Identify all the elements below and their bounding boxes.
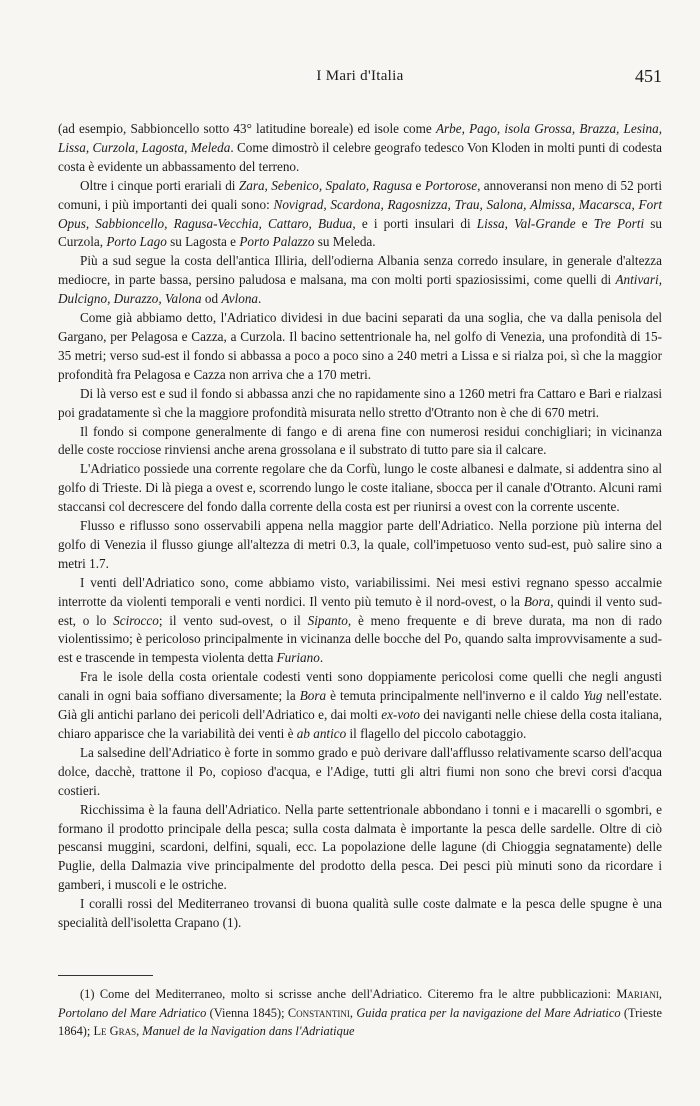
text-run: (Trieste 1864); xyxy=(58,1005,662,1038)
text-run: , annoveransi non meno di 52 porti comuni, i più importanti dei quali sono: xyxy=(58,177,663,212)
running-title: I Mari d'Italia xyxy=(316,68,404,84)
italic-run: Portorose xyxy=(424,177,478,193)
paragraph xyxy=(58,423,662,461)
text-run: od xyxy=(201,291,222,307)
paragraph xyxy=(58,668,662,744)
italic-run: Yug xyxy=(583,688,603,704)
italic-run: Zara, Sebenico, Spalato, Ragusa xyxy=(238,177,413,193)
italic-run: Guida pratica per la navigazione del Mare Adriatico xyxy=(356,1005,621,1020)
footnote-1 xyxy=(58,985,662,1041)
italic-run: Manuel de la Navigation dans l'Adriatique xyxy=(142,1024,355,1038)
paragraph xyxy=(58,517,662,574)
text-run: Il fondo si compone generalmente di fango e di arena fine con numerosi residui conchigliari; in vicinanza delle coste rocciose rinviensi anche arena grossolana e il substrato di tutto pare sia il calcare. xyxy=(58,423,662,458)
text-run: , xyxy=(658,987,662,1001)
italic-run: Lissa, Val-Grande xyxy=(476,215,576,231)
paragraph xyxy=(58,574,662,669)
text-run: e xyxy=(575,215,594,231)
text-run: su Curzola, xyxy=(58,215,662,250)
text-run: su Meleda. xyxy=(314,234,376,250)
text-run: . xyxy=(258,291,262,307)
italic-run: Portolano del Mare Adriatico xyxy=(58,1005,207,1020)
paragraph xyxy=(58,801,662,896)
text-run: Ricchissima è la fauna dell'Adriatico. Nella parte settentrionale abbondano i tonni e i macarelli o sgombri, e formano il prodotto principale della pesca; sulla costa dalmata è importante la pesca delle sardelle. Oltre di ciò pescansi muggini, scardoni, delfini, squali, ecc. La popolazione delle lagune (di Chioggia segnatamente) delle Puglie, della Dalmazia vive principalmente del prodotto della pesca. Dei pesci più minuti sono da ricordare i gamberi, i muscoli e le ostriche. xyxy=(58,801,662,893)
italic-run: Porto Lago xyxy=(106,234,167,250)
footnotes xyxy=(58,985,662,1041)
text-run: Oltre i cinque porti erariali di xyxy=(80,177,239,193)
text-run: L'Adriatico possiede una corrente regolare che da Corfù, lungo le coste albanesi e dalmate, si addentra sino al golfo di Trieste. Di là piega a ovest e, scorrendo lungo le coste italiane, sbocca per il canale d'Otranto. Alcuni rami staccansi col decrescere del fondo dalla corrente della costa est per riunirsi a ovest con la corrente uscente. xyxy=(58,461,662,515)
paragraph xyxy=(58,120,662,177)
text-run: Flusso e riflusso sono osservabili appena nella maggior parte dell'Adriatico. Nella porzione più interna del golfo di Venezia il flusso giunge all'altezza di metri 0.3, la quale, coll'impetuoso vento sud-est, può salire sino a metri 1.7. xyxy=(58,518,662,571)
text-run: . xyxy=(319,650,324,666)
text-run: e i porti insulari di xyxy=(355,215,477,231)
author-name: Constantini xyxy=(287,1005,350,1020)
text-run: dei naviganti nelle chiese della costa italiana, chiaro apparisce che la variabilità dei venti è xyxy=(58,707,662,741)
text-run: il flagello del piccolo cabotaggio. xyxy=(346,726,527,741)
text-run: è temuta principalmente nell'inverno e il caldo xyxy=(326,688,584,704)
text-run: su Lagosta e xyxy=(166,234,240,250)
footnote-separator xyxy=(58,975,153,976)
italic-run: Antivari, Dulcigno, Durazzo, Valona xyxy=(58,272,662,307)
text-run: , xyxy=(349,1005,357,1020)
text-run: La salsedine dell'Adriatico è forte in sommo grado e può derivare dall'afflusso relativamente scarso dell'acqua dolce, dacchè, trattone il Po, copioso d'acqua, e l'Adige, tutti gli altri fiumi non sono che brevi corsi d'acqua costieri. xyxy=(58,744,662,798)
italic-run: Scirocco xyxy=(113,612,159,628)
text-run: . Come dimostrò il celebre geografo tedesco Von Kloden in molti punti di codesta costa è evidente un abbassamento del terreno. xyxy=(58,139,662,174)
italic-run: Porto Palazzo xyxy=(239,234,315,250)
paragraph xyxy=(58,309,662,385)
text-run: (ad esempio, Sabbioncello sotto 43° latitudine boreale) ed isole come xyxy=(58,121,436,136)
author-name: Le Gras xyxy=(93,1024,137,1038)
text-run: , è meno frequente e di breve durata, ma non di rado violentissimo; è pericoloso principalmente in vicinanza delle bocche del Po, quando salta improvvisamente a sud-est e trascende in tempesta violenta detta xyxy=(58,612,662,666)
text-run: Di là verso est e sud il fondo si abbassa anzi che no rapidamente sino a 1260 metri fra Cattaro e Bari e rialzasi poi gradatamente sì che la maggiore profondità misurata nello stretto d'Otranto non è che di 670 metri. xyxy=(58,385,662,420)
italic-run: ex-voto xyxy=(381,707,421,723)
italic-run: Arbe, Pago, isola Grossa, Brazza, Lesina, Lissa, Curzola, Lagosta, Meleda xyxy=(58,121,662,155)
text-run: (Vienna 1845); xyxy=(206,1005,288,1020)
italic-run: ab antico xyxy=(296,726,347,741)
italic-run: Tre Porti xyxy=(593,215,645,231)
paragraph xyxy=(58,385,662,423)
text-run: (1) Come del Mediterraneo, molto si scrisse anche dell'Adriatico. Citeremo fra le altre pubblicazioni: xyxy=(80,987,617,1001)
paragraph xyxy=(58,895,662,933)
paragraph xyxy=(58,177,662,253)
running-head xyxy=(58,66,662,90)
text-run: I coralli rossi del Mediterraneo trovansi di buona qualità sulle coste dalmate e la pesca delle spugne è una specialità dell'isoletta Crapano (1). xyxy=(58,896,662,931)
paragraph xyxy=(58,744,662,801)
page-number: 451 xyxy=(635,66,662,86)
paragraph xyxy=(58,460,662,517)
text-run: e xyxy=(412,177,425,193)
italic-run: Furiano xyxy=(276,650,320,666)
text-run: Più a sud segue la costa dell'antica Illiria, dell'odierna Albania senza corredo insulare, in generale d'altezza mediocre, in parte bassa, persino paludosa e malsana, ma con molti porti spaziosissimi, come quelli di xyxy=(58,253,662,288)
text-run: , xyxy=(136,1024,143,1038)
italic-run: Avlona xyxy=(221,291,259,307)
text-run: I venti dell'Adriatico sono, come abbiamo visto, variabilissimi. Nei mesi estivi regnano spesso accalmie interrotte da violenti temporali e venti nordici. Il vento più temuto è il nord-ovest, o la xyxy=(58,574,662,609)
italic-run: Bora xyxy=(299,688,327,704)
text-run: Fra le isole della costa orientale codesti venti sono doppiamente pericolosi come quelli che negli angusti canali in ogni baia soffiano diversamente; la xyxy=(58,669,662,704)
italic-run: Bora xyxy=(523,593,551,609)
text-run: Come già abbiamo detto, l'Adriatico dividesi in due bacini separati da una soglia, che va dalla penisola del Gargano, per Pelagosa e Cazza, a Curzola. Il bacino settentrionale ha, nel golfo di Venezia, una profondità di 15-35 metri; verso sud-est il fondo si abbassa a poco a poco sino a 240 metri a Lissa e si rialza poi, sì che la maggior profondità fra Pelagosa e Cazza non arriva che a 170 metri. xyxy=(58,310,662,382)
text-run: , quindi il vento sud-est, o lo xyxy=(58,593,662,628)
author-name: Mariani xyxy=(616,987,659,1001)
italic-run: Novigrad, Scardona, Ragosnizza, Trau, Salona, Almissa, Macarsca, Fort Opus, Sabbioncello, Ragusa-Vecchia, Cattaro, Budua, xyxy=(58,196,662,231)
text-run: ; il vento sud-ovest, o il xyxy=(158,612,308,628)
italic-run: Sipanto xyxy=(307,612,348,628)
body-text xyxy=(58,120,662,933)
paragraph xyxy=(58,252,662,309)
text-run: nell'estate. Già gli antichi parlano dei pericoli dell'Adriatico e, dai molti xyxy=(58,688,663,723)
